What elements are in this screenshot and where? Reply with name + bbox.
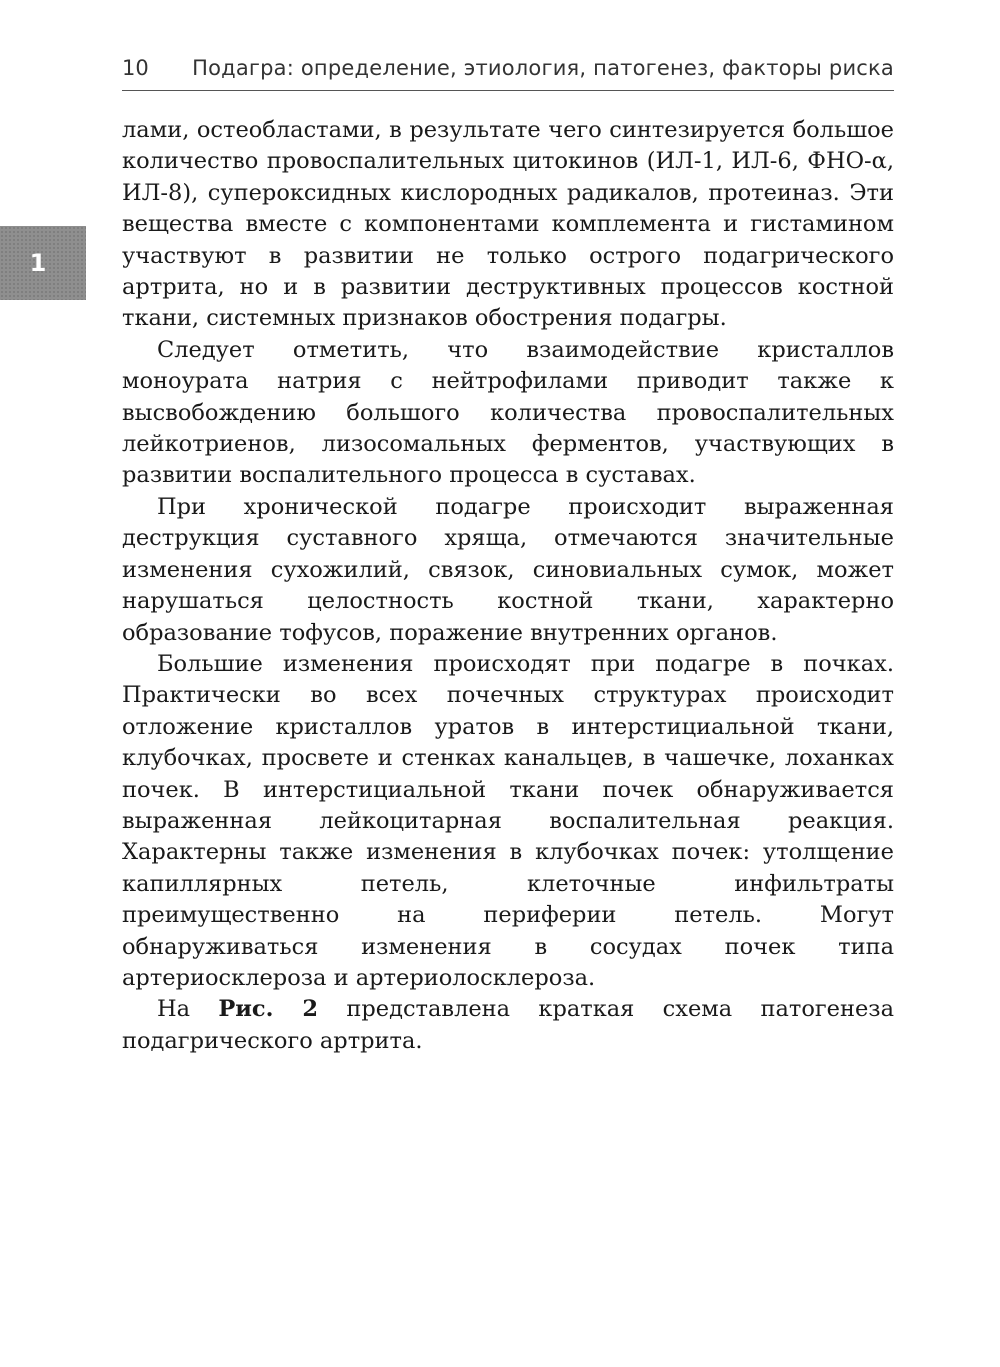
text-suffix: представлена краткая схема патогенеза подагрического артрита.	[122, 996, 894, 1054]
paragraph: Следует отметить, что взаимодействие кристаллов моноурата натрия с нейтрофилами приводит также к высвобождению большого количества провоспалительных лейкотриенов, лизосомальных ферментов, участвующих в развитии воспалительного процесса в суставах.	[122, 336, 894, 489]
paragraph: При хронической подагре происходит выраженная деструкция суставного хряща, отмечаются значительные изменения сухожилий, связок, синовиальных сумок, может нарушаться целостность костной ткани, характерно образование тофусов, поражение внутренних органов.	[122, 493, 894, 646]
chapter-tab	[0, 226, 86, 300]
chapter-number: 1	[29, 249, 47, 277]
figure-reference: Рис. 2	[218, 996, 319, 1023]
page-number: 10	[122, 56, 149, 80]
running-title: Подагра: определение, этиология, патогенез, факторы риска	[192, 56, 894, 80]
body-text	[122, 115, 894, 1057]
paragraph-figure-reference	[122, 994, 894, 1057]
paragraph: лами, остеобластами, в результате чего синтезируется большое количество провоспалительных цитокинов (ИЛ-1, ИЛ-6, ФНО-α, ИЛ-8), супероксидных кислородных радикалов, протеиназ. Эти вещества вместе с компонентами комплемента и гистамином участвуют в развитии не только острого подагрического артрита, но и в развитии деструктивных процессов костной ткани, системных признаков обострения подагры.	[122, 117, 894, 332]
paragraph: Большие изменения происходят при подагре в почках. Практически во всех почечных структурах происходит отложение кристаллов уратов в интерстициальной ткани, клубочках, просвете и стенках канальцев, в чашечке, лоханках почек. В интерстициальной ткани почек обнаруживается выраженная лейкоцитарная воспалительная реакция. Характерны также изменения в клубочках почек: утолщение капиллярных петель, клеточные инфильтраты преимущественно на периферии петель. Могут обнаруживаться изменения в сосудах почек типа артериосклероза и артериолосклероза.	[122, 650, 894, 991]
text-prefix: На	[157, 996, 219, 1023]
running-header	[122, 54, 894, 91]
